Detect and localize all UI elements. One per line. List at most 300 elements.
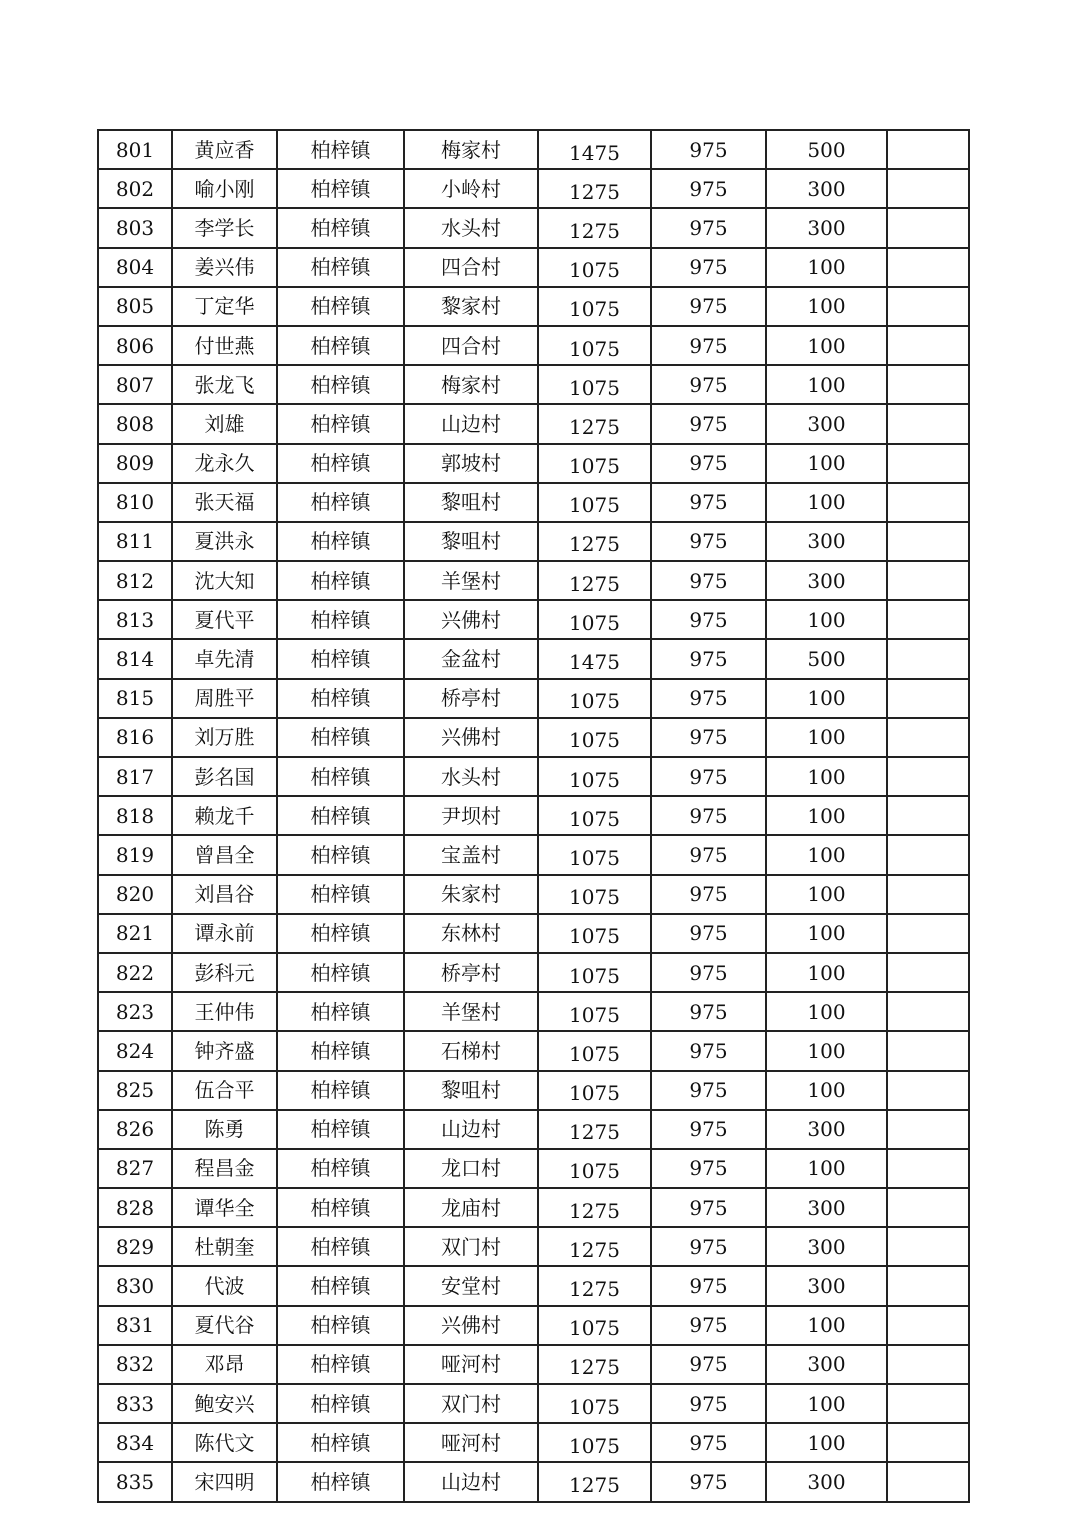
serial-number-cell: 803 (98, 208, 172, 247)
name-cell: 夏代平 (172, 600, 277, 639)
base-amount-cell: 975 (651, 796, 766, 835)
serial-number-cell: 822 (98, 953, 172, 992)
serial-number-cell: 825 (98, 1071, 172, 1110)
table-row (98, 404, 969, 443)
note-cell (887, 169, 969, 208)
total-amount-cell: 1075 (538, 326, 651, 365)
extra-amount-cell: 500 (766, 639, 887, 678)
name-cell: 杜朝奎 (172, 1227, 277, 1266)
village-cell: 双门村 (404, 1384, 538, 1423)
town-cell: 柏梓镇 (277, 365, 404, 404)
extra-amount-cell: 100 (766, 875, 887, 914)
extra-amount-cell: 100 (766, 1071, 887, 1110)
town-cell: 柏梓镇 (277, 914, 404, 953)
serial-number-cell: 829 (98, 1227, 172, 1266)
extra-amount-cell: 100 (766, 953, 887, 992)
town-cell: 柏梓镇 (277, 287, 404, 326)
base-amount-cell: 975 (651, 992, 766, 1031)
base-amount-cell: 975 (651, 1462, 766, 1501)
name-cell: 曾昌全 (172, 835, 277, 874)
village-cell: 水头村 (404, 757, 538, 796)
serial-number-cell: 809 (98, 444, 172, 483)
town-cell: 柏梓镇 (277, 1071, 404, 1110)
base-amount-cell: 975 (651, 1384, 766, 1423)
town-cell: 柏梓镇 (277, 1266, 404, 1305)
name-cell: 张天福 (172, 483, 277, 522)
note-cell (887, 600, 969, 639)
base-amount-cell: 975 (651, 208, 766, 247)
town-cell: 柏梓镇 (277, 1188, 404, 1227)
note-cell (887, 522, 969, 561)
town-cell: 柏梓镇 (277, 757, 404, 796)
table-row (98, 679, 969, 718)
name-cell: 彭科元 (172, 953, 277, 992)
table-row (98, 953, 969, 992)
note-cell (887, 1227, 969, 1266)
total-amount-cell: 1275 (538, 1266, 651, 1305)
extra-amount-cell: 100 (766, 796, 887, 835)
note-cell (887, 914, 969, 953)
town-cell: 柏梓镇 (277, 1462, 404, 1501)
total-amount-cell: 1075 (538, 914, 651, 953)
extra-amount-cell: 300 (766, 1188, 887, 1227)
total-amount-cell: 1075 (538, 992, 651, 1031)
village-cell: 宝盖村 (404, 835, 538, 874)
town-cell: 柏梓镇 (277, 1384, 404, 1423)
base-amount-cell: 975 (651, 679, 766, 718)
serial-number-cell: 830 (98, 1266, 172, 1305)
serial-number-cell: 813 (98, 600, 172, 639)
base-amount-cell: 975 (651, 1266, 766, 1305)
table-row (98, 1306, 969, 1345)
name-cell: 黄应香 (172, 130, 277, 169)
base-amount-cell: 975 (651, 1031, 766, 1070)
table-row (98, 1266, 969, 1305)
note-cell (887, 1462, 969, 1501)
total-amount-cell: 1275 (538, 404, 651, 443)
name-cell: 邓昂 (172, 1345, 277, 1384)
name-cell: 赖龙千 (172, 796, 277, 835)
extra-amount-cell: 100 (766, 992, 887, 1031)
total-amount-cell: 1275 (538, 1227, 651, 1266)
note-cell (887, 992, 969, 1031)
base-amount-cell: 975 (651, 914, 766, 953)
table-row (98, 639, 969, 678)
table-row (98, 1071, 969, 1110)
extra-amount-cell: 300 (766, 522, 887, 561)
total-amount-cell: 1275 (538, 561, 651, 600)
note-cell (887, 1384, 969, 1423)
town-cell: 柏梓镇 (277, 483, 404, 522)
total-amount-cell: 1075 (538, 600, 651, 639)
serial-number-cell: 818 (98, 796, 172, 835)
table-row (98, 1031, 969, 1070)
village-cell: 水头村 (404, 208, 538, 247)
village-cell: 金盆村 (404, 639, 538, 678)
extra-amount-cell: 300 (766, 1462, 887, 1501)
extra-amount-cell: 100 (766, 914, 887, 953)
serial-number-cell: 801 (98, 130, 172, 169)
note-cell (887, 561, 969, 600)
name-cell: 夏代谷 (172, 1306, 277, 1345)
extra-amount-cell: 100 (766, 679, 887, 718)
note-cell (887, 1031, 969, 1070)
extra-amount-cell: 300 (766, 1266, 887, 1305)
note-cell (887, 404, 969, 443)
name-cell: 龙永久 (172, 444, 277, 483)
name-cell: 李学长 (172, 208, 277, 247)
table-row (98, 600, 969, 639)
town-cell: 柏梓镇 (277, 561, 404, 600)
base-amount-cell: 975 (651, 1227, 766, 1266)
name-cell: 刘雄 (172, 404, 277, 443)
extra-amount-cell: 300 (766, 1227, 887, 1266)
base-amount-cell: 975 (651, 365, 766, 404)
serial-number-cell: 820 (98, 875, 172, 914)
extra-amount-cell: 100 (766, 1423, 887, 1462)
total-amount-cell: 1075 (538, 1071, 651, 1110)
name-cell: 陈代文 (172, 1423, 277, 1462)
town-cell: 柏梓镇 (277, 796, 404, 835)
base-amount-cell: 975 (651, 130, 766, 169)
name-cell: 张龙飞 (172, 365, 277, 404)
note-cell (887, 875, 969, 914)
table-row (98, 248, 969, 287)
extra-amount-cell: 100 (766, 287, 887, 326)
village-cell: 龙庙村 (404, 1188, 538, 1227)
total-amount-cell: 1075 (538, 1306, 651, 1345)
base-amount-cell: 975 (651, 522, 766, 561)
total-amount-cell: 1075 (538, 757, 651, 796)
base-amount-cell: 975 (651, 287, 766, 326)
name-cell: 伍合平 (172, 1071, 277, 1110)
serial-number-cell: 835 (98, 1462, 172, 1501)
table-row (98, 1384, 969, 1423)
note-cell (887, 1110, 969, 1149)
name-cell: 付世燕 (172, 326, 277, 365)
town-cell: 柏梓镇 (277, 1031, 404, 1070)
table-row (98, 1462, 969, 1501)
town-cell: 柏梓镇 (277, 169, 404, 208)
note-cell (887, 365, 969, 404)
base-amount-cell: 975 (651, 757, 766, 796)
note-cell (887, 208, 969, 247)
total-amount-cell: 1475 (538, 639, 651, 678)
table-row (98, 1110, 969, 1149)
table-row (98, 796, 969, 835)
extra-amount-cell: 100 (766, 1384, 887, 1423)
note-cell (887, 248, 969, 287)
note-cell (887, 639, 969, 678)
base-amount-cell: 975 (651, 639, 766, 678)
base-amount-cell: 975 (651, 444, 766, 483)
extra-amount-cell: 100 (766, 1149, 887, 1188)
village-cell: 桥亭村 (404, 953, 538, 992)
note-cell (887, 835, 969, 874)
total-amount-cell: 1075 (538, 1031, 651, 1070)
base-amount-cell: 975 (651, 169, 766, 208)
total-amount-cell: 1275 (538, 1188, 651, 1227)
table-row (98, 522, 969, 561)
village-cell: 山边村 (404, 1110, 538, 1149)
town-cell: 柏梓镇 (277, 1149, 404, 1188)
table-row (98, 1423, 969, 1462)
village-cell: 安堂村 (404, 1266, 538, 1305)
village-cell: 梅家村 (404, 365, 538, 404)
name-cell: 钟齐盛 (172, 1031, 277, 1070)
note-cell (887, 1423, 969, 1462)
serial-number-cell: 833 (98, 1384, 172, 1423)
village-cell: 黎咀村 (404, 1071, 538, 1110)
base-amount-cell: 975 (651, 1188, 766, 1227)
total-amount-cell: 1075 (538, 483, 651, 522)
note-cell (887, 1188, 969, 1227)
serial-number-cell: 807 (98, 365, 172, 404)
village-cell: 黎家村 (404, 287, 538, 326)
village-cell: 朱家村 (404, 875, 538, 914)
base-amount-cell: 975 (651, 600, 766, 639)
name-cell: 丁定华 (172, 287, 277, 326)
base-amount-cell: 975 (651, 1306, 766, 1345)
serial-number-cell: 834 (98, 1423, 172, 1462)
serial-number-cell: 823 (98, 992, 172, 1031)
village-cell: 兴佛村 (404, 718, 538, 757)
village-cell: 梅家村 (404, 130, 538, 169)
village-cell: 羊堡村 (404, 992, 538, 1031)
village-cell: 石梯村 (404, 1031, 538, 1070)
village-cell: 兴佛村 (404, 600, 538, 639)
base-amount-cell: 975 (651, 561, 766, 600)
serial-number-cell: 831 (98, 1306, 172, 1345)
extra-amount-cell: 500 (766, 130, 887, 169)
table-row (98, 757, 969, 796)
total-amount-cell: 1275 (538, 1345, 651, 1384)
village-cell: 黎咀村 (404, 483, 538, 522)
extra-amount-cell: 100 (766, 600, 887, 639)
village-cell: 尹坝村 (404, 796, 538, 835)
town-cell: 柏梓镇 (277, 326, 404, 365)
base-amount-cell: 975 (651, 875, 766, 914)
table-row (98, 208, 969, 247)
total-amount-cell: 1075 (538, 718, 651, 757)
town-cell: 柏梓镇 (277, 875, 404, 914)
serial-number-cell: 826 (98, 1110, 172, 1149)
extra-amount-cell: 100 (766, 326, 887, 365)
table-row (98, 326, 969, 365)
serial-number-cell: 810 (98, 483, 172, 522)
base-amount-cell: 975 (651, 1110, 766, 1149)
extra-amount-cell: 100 (766, 248, 887, 287)
extra-amount-cell: 300 (766, 1110, 887, 1149)
base-amount-cell: 975 (651, 1149, 766, 1188)
table-row (98, 1227, 969, 1266)
serial-number-cell: 804 (98, 248, 172, 287)
name-cell: 喻小刚 (172, 169, 277, 208)
base-amount-cell: 975 (651, 404, 766, 443)
village-cell: 羊堡村 (404, 561, 538, 600)
name-cell: 陈勇 (172, 1110, 277, 1149)
table-row (98, 169, 969, 208)
name-cell: 代波 (172, 1266, 277, 1305)
village-cell: 哑河村 (404, 1345, 538, 1384)
base-amount-cell: 975 (651, 1423, 766, 1462)
village-cell: 龙口村 (404, 1149, 538, 1188)
total-amount-cell: 1275 (538, 169, 651, 208)
serial-number-cell: 819 (98, 835, 172, 874)
town-cell: 柏梓镇 (277, 679, 404, 718)
table-row (98, 835, 969, 874)
table-row (98, 992, 969, 1031)
name-cell: 王仲伟 (172, 992, 277, 1031)
village-cell: 桥亭村 (404, 679, 538, 718)
base-amount-cell: 975 (651, 248, 766, 287)
note-cell (887, 1306, 969, 1345)
note-cell (887, 1345, 969, 1384)
extra-amount-cell: 100 (766, 365, 887, 404)
town-cell: 柏梓镇 (277, 248, 404, 287)
village-cell: 山边村 (404, 404, 538, 443)
town-cell: 柏梓镇 (277, 639, 404, 678)
serial-number-cell: 806 (98, 326, 172, 365)
name-cell: 彭名国 (172, 757, 277, 796)
table-row (98, 365, 969, 404)
village-cell: 小岭村 (404, 169, 538, 208)
total-amount-cell: 1075 (538, 679, 651, 718)
village-cell: 黎咀村 (404, 522, 538, 561)
note-cell (887, 796, 969, 835)
town-cell: 柏梓镇 (277, 444, 404, 483)
town-cell: 柏梓镇 (277, 953, 404, 992)
name-cell: 刘昌谷 (172, 875, 277, 914)
total-amount-cell: 1075 (538, 248, 651, 287)
table-row (98, 1345, 969, 1384)
base-amount-cell: 975 (651, 1071, 766, 1110)
town-cell: 柏梓镇 (277, 1423, 404, 1462)
table-row (98, 875, 969, 914)
town-cell: 柏梓镇 (277, 992, 404, 1031)
serial-number-cell: 824 (98, 1031, 172, 1070)
note-cell (887, 1071, 969, 1110)
serial-number-cell: 821 (98, 914, 172, 953)
roster-table-body (98, 130, 969, 1502)
name-cell: 谭华全 (172, 1188, 277, 1227)
extra-amount-cell: 300 (766, 1345, 887, 1384)
total-amount-cell: 1075 (538, 444, 651, 483)
base-amount-cell: 975 (651, 953, 766, 992)
total-amount-cell: 1075 (538, 1149, 651, 1188)
name-cell: 鲍安兴 (172, 1384, 277, 1423)
total-amount-cell: 1075 (538, 1423, 651, 1462)
extra-amount-cell: 100 (766, 444, 887, 483)
total-amount-cell: 1075 (538, 287, 651, 326)
note-cell (887, 287, 969, 326)
serial-number-cell: 816 (98, 718, 172, 757)
name-cell: 刘万胜 (172, 718, 277, 757)
base-amount-cell: 975 (651, 835, 766, 874)
serial-number-cell: 805 (98, 287, 172, 326)
note-cell (887, 718, 969, 757)
village-cell: 哑河村 (404, 1423, 538, 1462)
note-cell (887, 444, 969, 483)
extra-amount-cell: 100 (766, 1306, 887, 1345)
serial-number-cell: 812 (98, 561, 172, 600)
note-cell (887, 679, 969, 718)
table-row (98, 561, 969, 600)
name-cell: 宋四明 (172, 1462, 277, 1501)
total-amount-cell: 1075 (538, 875, 651, 914)
serial-number-cell: 828 (98, 1188, 172, 1227)
total-amount-cell: 1075 (538, 365, 651, 404)
total-amount-cell: 1275 (538, 1110, 651, 1149)
town-cell: 柏梓镇 (277, 835, 404, 874)
town-cell: 柏梓镇 (277, 130, 404, 169)
roster-table (97, 129, 970, 1503)
extra-amount-cell: 100 (766, 1031, 887, 1070)
note-cell (887, 483, 969, 522)
village-cell: 四合村 (404, 326, 538, 365)
table-row (98, 718, 969, 757)
town-cell: 柏梓镇 (277, 404, 404, 443)
name-cell: 姜兴伟 (172, 248, 277, 287)
extra-amount-cell: 300 (766, 208, 887, 247)
total-amount-cell: 1075 (538, 953, 651, 992)
extra-amount-cell: 100 (766, 757, 887, 796)
note-cell (887, 757, 969, 796)
village-cell: 东林村 (404, 914, 538, 953)
total-amount-cell: 1075 (538, 796, 651, 835)
name-cell: 沈大知 (172, 561, 277, 600)
note-cell (887, 953, 969, 992)
serial-number-cell: 832 (98, 1345, 172, 1384)
extra-amount-cell: 300 (766, 561, 887, 600)
serial-number-cell: 811 (98, 522, 172, 561)
town-cell: 柏梓镇 (277, 522, 404, 561)
town-cell: 柏梓镇 (277, 1227, 404, 1266)
extra-amount-cell: 300 (766, 169, 887, 208)
table-row (98, 1149, 969, 1188)
total-amount-cell: 1275 (538, 1462, 651, 1501)
serial-number-cell: 815 (98, 679, 172, 718)
village-cell: 四合村 (404, 248, 538, 287)
table-row (98, 1188, 969, 1227)
extra-amount-cell: 100 (766, 718, 887, 757)
serial-number-cell: 817 (98, 757, 172, 796)
table-row (98, 444, 969, 483)
table-row (98, 287, 969, 326)
name-cell: 谭永前 (172, 914, 277, 953)
town-cell: 柏梓镇 (277, 1345, 404, 1384)
table-row (98, 483, 969, 522)
note-cell (887, 1149, 969, 1188)
name-cell: 周胜平 (172, 679, 277, 718)
serial-number-cell: 808 (98, 404, 172, 443)
extra-amount-cell: 300 (766, 404, 887, 443)
village-cell: 兴佛村 (404, 1306, 538, 1345)
town-cell: 柏梓镇 (277, 718, 404, 757)
note-cell (887, 130, 969, 169)
base-amount-cell: 975 (651, 1345, 766, 1384)
village-cell: 双门村 (404, 1227, 538, 1266)
note-cell (887, 326, 969, 365)
total-amount-cell: 1075 (538, 1384, 651, 1423)
village-cell: 郭坡村 (404, 444, 538, 483)
serial-number-cell: 827 (98, 1149, 172, 1188)
town-cell: 柏梓镇 (277, 1306, 404, 1345)
extra-amount-cell: 100 (766, 835, 887, 874)
town-cell: 柏梓镇 (277, 600, 404, 639)
extra-amount-cell: 100 (766, 483, 887, 522)
table-row (98, 130, 969, 169)
